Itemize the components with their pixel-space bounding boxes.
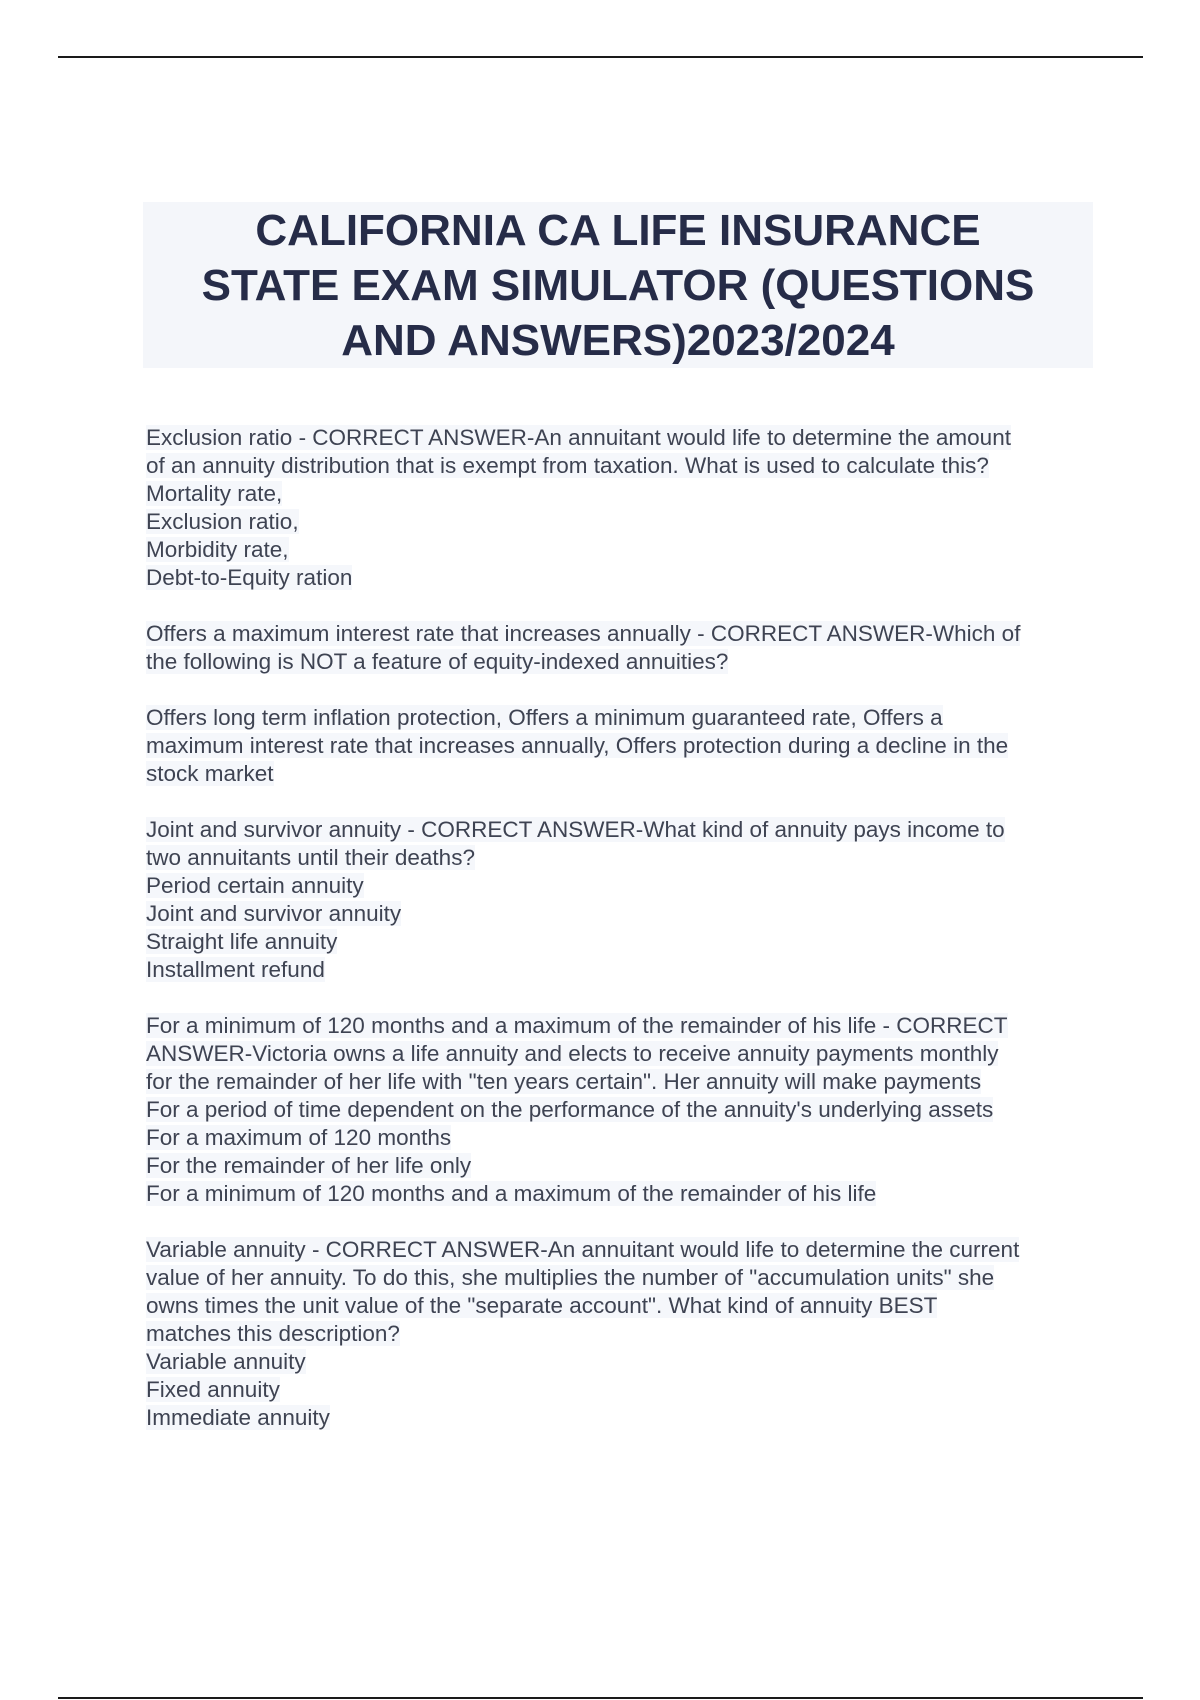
text-line: the following is NOT a feature of equity-indexed annuities?: [146, 649, 729, 674]
qa-block-variable-annuity: [146, 1236, 1096, 1432]
text-line: Exclusion ratio - CORRECT ANSWER-An annuitant would life to determine the amount: [146, 425, 1011, 450]
text-line: ANSWER-Victoria owns a life annuity and elects to receive annuity payments monthly: [146, 1041, 999, 1066]
text-line: for the remainder of her life with "ten years certain". Her annuity will make payments: [146, 1069, 982, 1094]
option-line: Straight life annuity: [146, 929, 338, 954]
option-line: For a minimum of 120 months and a maximum of the remainder of his life: [146, 1181, 877, 1206]
qa-block-equity-options: [146, 704, 1096, 788]
qa-content: [146, 424, 1096, 1460]
text-line: maximum interest rate that increases annually, Offers protection during a decline in the: [146, 733, 1009, 758]
option-line: Debt-to-Equity ration: [146, 565, 353, 590]
option-line: For the remainder of her life only: [146, 1153, 472, 1178]
title-banner: [143, 202, 1093, 368]
text-line: two annuitants until their deaths?: [146, 845, 475, 870]
text-line: Offers a maximum interest rate that increases annually - CORRECT ANSWER-Which of: [146, 621, 1021, 646]
qa-block-exclusion-ratio: [146, 424, 1096, 592]
option-line: Mortality rate,: [146, 481, 283, 506]
bottom-rule: [58, 1697, 1143, 1699]
qa-block-joint-survivor: [146, 816, 1096, 984]
option-line: For a maximum of 120 months: [146, 1125, 452, 1150]
option-line: Period certain annuity: [146, 873, 364, 898]
option-line: Fixed annuity: [146, 1377, 280, 1402]
title-line: CALIFORNIA CA LIFE INSURANCE: [255, 205, 981, 255]
text-line: For a minimum of 120 months and a maximum of the remainder of his life - CORRECT: [146, 1013, 1008, 1038]
text-line: value of her annuity. To do this, she multiplies the number of "accumulation units" she: [146, 1265, 995, 1290]
option-line: Immediate annuity: [146, 1405, 330, 1430]
option-line: Variable annuity: [146, 1349, 306, 1374]
text-line: of an annuity distribution that is exempt from taxation. What is used to calculate this?: [146, 453, 989, 478]
document-title: [202, 203, 1035, 368]
option-line: Exclusion ratio,: [146, 509, 299, 534]
text-line: Offers long term inflation protection, Offers a minimum guaranteed rate, Offers a: [146, 705, 943, 730]
option-line: Morbidity rate,: [146, 537, 289, 562]
text-line: matches this description?: [146, 1321, 400, 1346]
text-line: Variable annuity - CORRECT ANSWER-An annuitant would life to determine the current: [146, 1237, 1020, 1262]
option-line: For a period of time dependent on the performance of the annuity's underlying assets: [146, 1097, 994, 1122]
qa-block-equity-indexed: [146, 620, 1096, 676]
qa-block-ten-years-certain: [146, 1012, 1096, 1208]
option-line: Joint and survivor annuity: [146, 901, 402, 926]
title-line: AND ANSWERS)2023/2024: [341, 315, 895, 365]
text-line: stock market: [146, 761, 274, 786]
text-line: owns times the unit value of the "separate account". What kind of annuity BEST: [146, 1293, 938, 1318]
title-line: STATE EXAM SIMULATOR (QUESTIONS: [201, 260, 1035, 310]
text-line: Joint and survivor annuity - CORRECT ANSWER-What kind of annuity pays income to: [146, 817, 1005, 842]
option-line: Installment refund: [146, 957, 325, 982]
top-rule: [58, 56, 1143, 58]
